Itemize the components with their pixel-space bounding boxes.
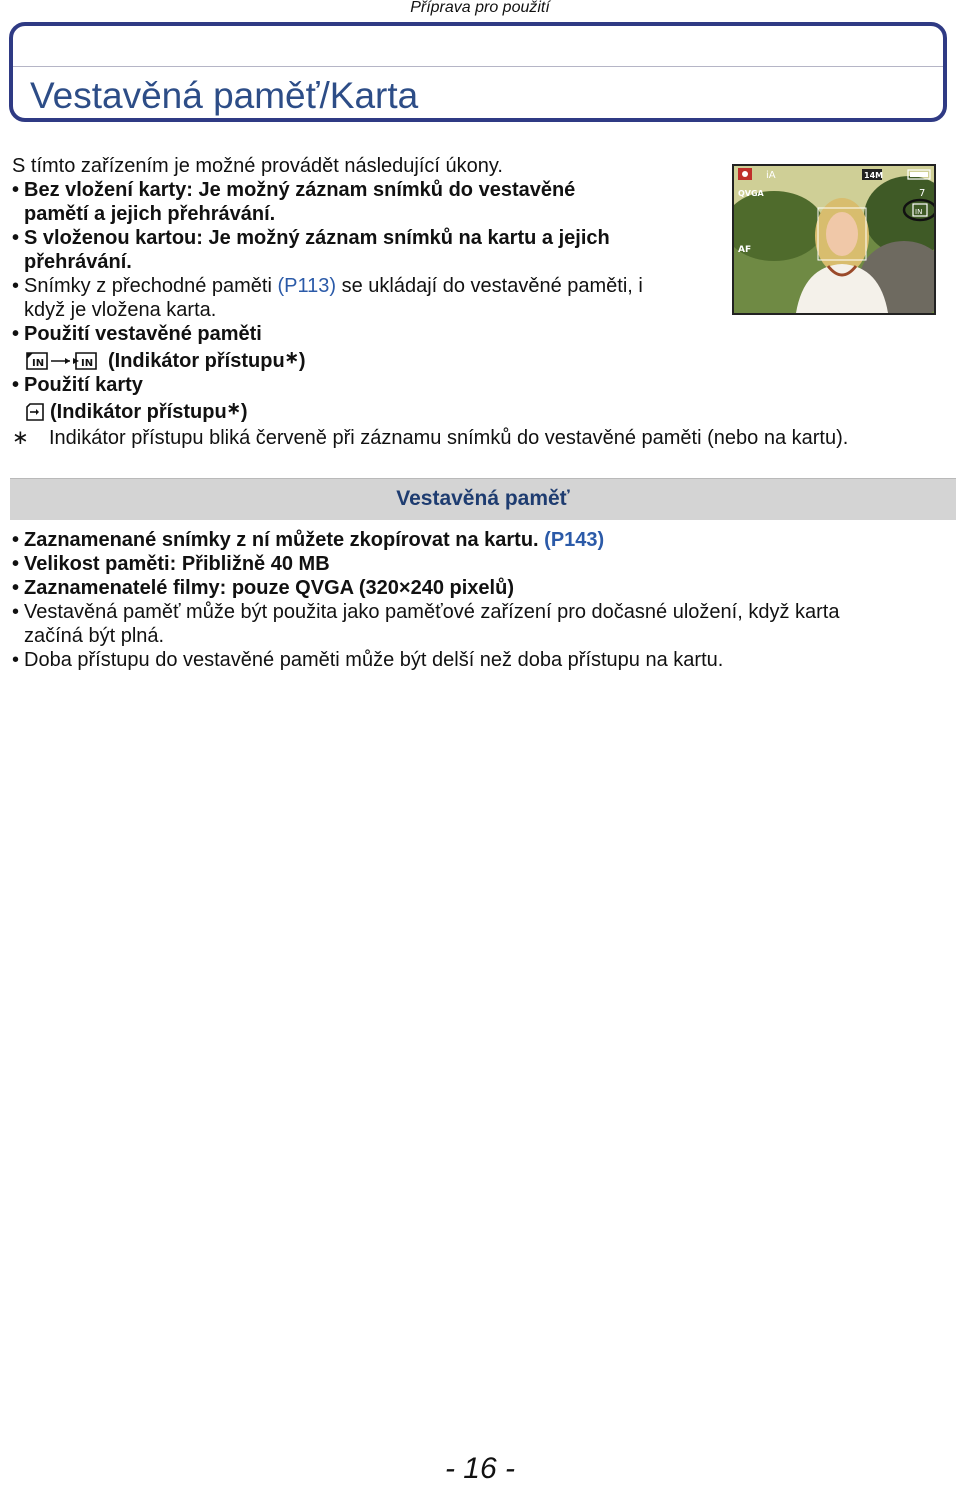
page-title: Vestavěná paměť/Karta — [30, 75, 419, 116]
bullet: • — [12, 601, 20, 623]
item-text: Použití vestavěné paměti — [24, 323, 262, 345]
item-text-continued: přehrávání. — [24, 251, 132, 273]
closing-paren: ) — [298, 350, 306, 372]
item-text: Vestavěná paměť může být použita jako paměťové zařízení pro dočasné uložení, když karta — [24, 601, 840, 623]
item-text: se ukládají do vestavěné paměti, i — [336, 275, 643, 297]
bullet: • — [12, 553, 20, 575]
item-text: Zaznamenané snímky z ní můžete zkopírovat na kartu. — [24, 529, 539, 551]
times-sign: × — [398, 577, 411, 599]
section-heading-bar — [10, 478, 956, 520]
bullet: • — [12, 374, 20, 396]
svg-text:IN: IN — [81, 358, 94, 369]
bullet: • — [12, 577, 20, 599]
list-item — [12, 322, 712, 346]
svg-text:IN: IN — [32, 358, 45, 369]
list-item — [12, 178, 712, 202]
item-text: S vloženou kartou: Je možný záznam snímků na kartu a jejich — [24, 227, 610, 249]
title-frame — [9, 22, 947, 122]
item-text-continued: pamětí a jejich přehrávání. — [24, 203, 276, 225]
footnote — [12, 426, 952, 450]
footnote-star: ∗ — [226, 399, 241, 418]
footnote-text: Indikátor přístupu bliká červeně při záznamu snímků do vestavěné paměti (nebo na kartu). — [49, 427, 849, 449]
indicator-label: (Indikátor přístupu — [108, 350, 285, 372]
bullet: • — [12, 323, 20, 345]
memory-card-icon — [24, 402, 46, 422]
svg-text:iA: iA — [766, 170, 776, 181]
builtin-memory-list — [12, 528, 952, 672]
bullet: • — [12, 179, 20, 201]
camera-screen-example-photo — [732, 164, 936, 315]
footnote-mark: ∗ — [12, 427, 29, 449]
camera-screen-illustration — [734, 166, 934, 313]
page-number: - 16 - — [444, 1452, 516, 1485]
remaining-count: 7 — [919, 188, 926, 199]
section-heading: Vestavěná paměť — [396, 487, 570, 510]
title-rule — [13, 66, 943, 67]
face-shape — [826, 212, 858, 256]
item-text-continued: začíná být plná. — [24, 625, 165, 647]
list-item — [12, 552, 952, 576]
item-text-continued: když je vložena karta. — [24, 299, 217, 321]
footnote-star: ∗ — [284, 348, 299, 367]
item-text: Doba přístupu do vestavěné paměti může být delší než doba přístupu na kartu. — [24, 649, 724, 671]
builtin-memory-icon-transition — [24, 351, 104, 371]
list-item — [12, 528, 952, 552]
item-text: Velikost paměti: Přibližně 40 MB — [24, 553, 330, 575]
bullet: • — [12, 227, 20, 249]
page-reference-link[interactable]: (P113) — [277, 275, 337, 297]
item-text: Použití karty — [24, 374, 143, 396]
list-item — [12, 648, 952, 672]
movie-quality-label: QVGA — [738, 189, 764, 198]
intro-section — [12, 154, 712, 424]
item-text: 240 pixelů) — [410, 577, 514, 599]
item-text: Zaznamenatelé filmy: pouze QVGA (320 — [24, 577, 399, 599]
list-item — [12, 226, 712, 250]
closing-paren: ) — [240, 401, 248, 423]
af-mode-label: AF — [738, 245, 752, 255]
bullet: • — [12, 529, 20, 551]
running-header: Příprava pro použití — [410, 0, 550, 16]
svg-text:14M: 14M — [864, 171, 884, 180]
list-item — [12, 274, 712, 298]
builtin-memory-indicator-line — [12, 346, 712, 373]
svg-text:IN: IN — [915, 208, 923, 216]
bullet: • — [12, 649, 20, 671]
bullet: • — [12, 275, 20, 297]
item-text: Snímky z přechodné paměti — [24, 275, 278, 297]
list-item — [12, 576, 952, 600]
card-indicator-line — [12, 397, 712, 424]
indicator-label: (Indikátor přístupu — [50, 401, 227, 423]
item-text: Bez vložení karty: Je možný záznam snímků do vestavěné — [24, 179, 576, 201]
list-item — [12, 373, 712, 397]
list-item — [12, 600, 952, 624]
page-reference-link[interactable]: (P143) — [544, 529, 605, 551]
intro-lead: S tímto zařízením je možné provádět následující úkony. — [12, 155, 503, 177]
